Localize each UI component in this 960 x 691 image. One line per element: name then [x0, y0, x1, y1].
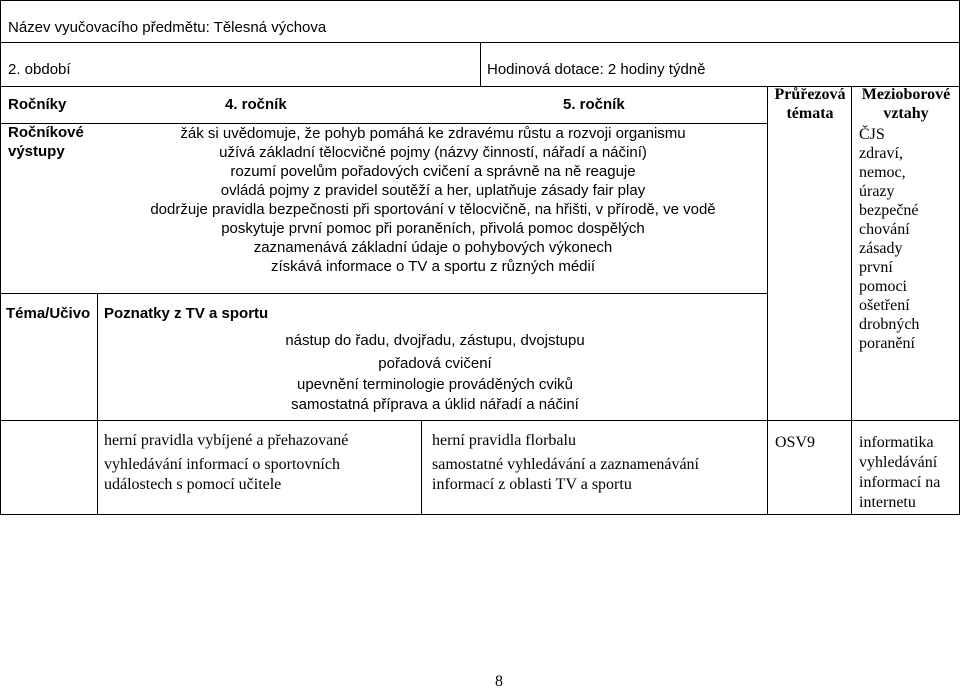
outcome-item: ovládá pojmy z pravidel soutěží a her, uplatňuje zásady fair play	[220, 182, 646, 199]
outcomes-label-line-2: výstupy	[8, 143, 65, 160]
interdisc-item: první	[859, 259, 893, 276]
interdisc-item: ČJS	[859, 126, 885, 143]
outcomes-label-line-1: Ročníkové	[8, 124, 84, 141]
interdisc-item: nemoc,	[859, 164, 906, 181]
bottom-interdisc-line: internetu	[859, 494, 916, 511]
grade-4-label: 4. ročník	[225, 96, 287, 113]
rule	[421, 420, 422, 515]
rule	[851, 86, 852, 515]
topic-item: samostatná příprava a úklid nářadí a náčiní	[291, 396, 579, 413]
grades-label: Ročníky	[8, 96, 67, 113]
topic-title: Poznatky z TV a sportu	[104, 305, 269, 322]
crosscutting-header	[768, 85, 852, 123]
interdisc-item: poranění	[859, 335, 915, 352]
interdisc-header	[852, 85, 960, 123]
grade-5-label: 5. ročník	[563, 96, 625, 113]
rule	[0, 420, 960, 421]
outcome-item: žák si uvědomuje, že pohyb pomáhá ke zdravému růstu a rozvoji organismu	[180, 125, 686, 142]
topic-item: pořadová cvičení	[378, 355, 492, 372]
outcome-item: poskytuje první pomoc při poraněních, přivolá pomoc dospělých	[221, 220, 645, 237]
bottom-left-cell	[104, 431, 348, 495]
bottom-left-line: vyhledávání informací o sportovních	[104, 456, 340, 473]
interdisc-item: chování	[859, 221, 910, 238]
interdisc-line-2: vztahy	[883, 105, 929, 122]
topic-item: nástup do řadu, dvojřadu, zástupu, dvojstupu	[285, 332, 585, 349]
bottom-left-line: herní pravidla vybíjené a přehazované	[104, 432, 349, 449]
bottom-mid-line: herní pravidla florbalu	[432, 432, 576, 449]
interdisc-list	[859, 125, 919, 353]
outcome-item: užívá základní tělocvičné pojmy (názvy činností, nářadí a náčiní)	[219, 144, 647, 161]
rule	[480, 42, 481, 87]
rule	[0, 293, 768, 294]
outcome-item: získává informace o TV a sportu z různých médií	[270, 258, 596, 275]
interdisc-item: drobných	[859, 316, 920, 333]
outcome-item: rozumí povelům pořadových cvičení a správně na ně reaguje	[230, 163, 636, 180]
bottom-left-line: událostech s pomocí učitele	[104, 476, 282, 493]
bottom-mid-line: samostatné vyhledávání a zaznamenávání	[432, 456, 699, 473]
outcome-item: dodržuje pravidla bezpečnosti při sportování v tělocvičně, na hřišti, v přírodě, ve vodě	[150, 201, 716, 218]
page-number: 8	[495, 673, 503, 690]
crosscutting-value: OSV9	[775, 434, 816, 451]
subject-title: Název vyučovacího předmětu: Tělesná výchova	[8, 19, 327, 36]
period-label: 2. období	[8, 61, 71, 78]
interdisc-item: pomoci	[859, 278, 907, 295]
rule	[0, 514, 960, 515]
bottom-mid-line: informací z oblasti TV a sportu	[432, 476, 632, 493]
interdisc-item: zdraví,	[859, 145, 903, 162]
outcome-item: zaznamenává základní údaje o pohybových výkonech	[253, 239, 613, 256]
rule	[0, 0, 1, 515]
rule	[0, 0, 960, 1]
crosscutting-line-1: Průřezová	[774, 86, 846, 103]
rule	[97, 293, 98, 515]
bottom-interdisc-line: informací na	[859, 474, 941, 491]
bottom-interdisc-cell	[859, 433, 940, 513]
interdisc-item: úrazy	[859, 183, 895, 200]
interdisc-item: zásady	[859, 240, 903, 257]
hours-label: Hodinová dotace: 2 hodiny týdně	[487, 61, 706, 78]
outcomes-label	[8, 123, 84, 161]
bottom-interdisc-line: informatika	[859, 434, 934, 451]
crosscutting-line-2: témata	[786, 105, 834, 122]
topic-label: Téma/Učivo	[6, 305, 91, 322]
bottom-mid-cell	[432, 431, 699, 495]
interdisc-item: ošetření	[859, 297, 910, 314]
interdisc-item: bezpečné	[859, 202, 919, 219]
bottom-interdisc-line: vyhledávání	[859, 454, 938, 471]
interdisc-line-1: Mezioborové	[861, 86, 951, 103]
topic-item: upevnění terminologie prováděných cviků	[297, 376, 573, 393]
